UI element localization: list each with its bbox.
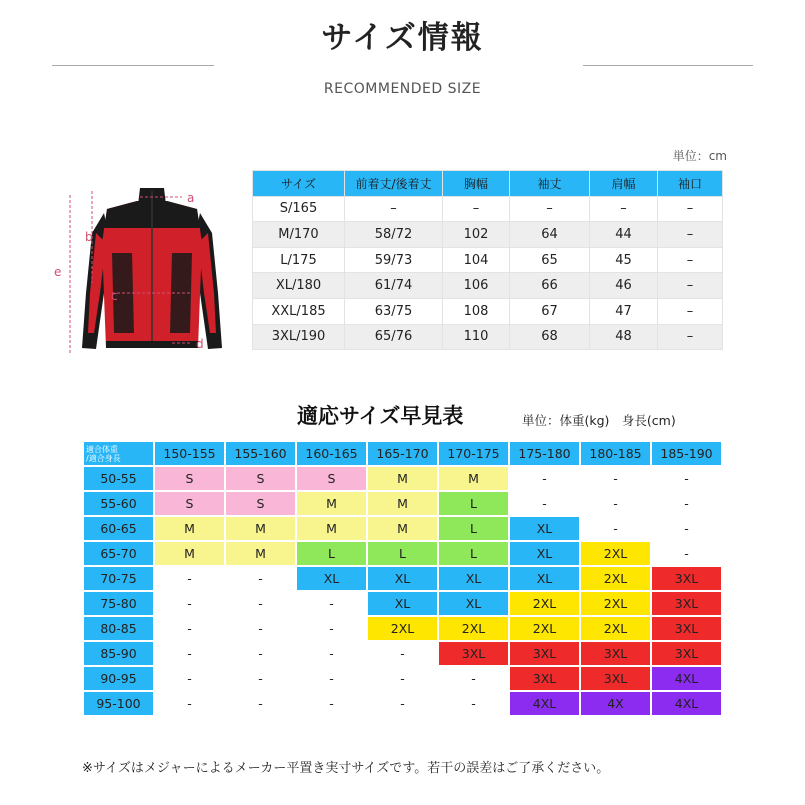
quick-chart-height-header: 170-175 xyxy=(439,442,508,465)
quick-chart-height-header: 160-165 xyxy=(297,442,366,465)
figure-label-a: a xyxy=(187,191,195,205)
size-table-cell: 58/72 xyxy=(345,222,443,248)
size-table-cell: – xyxy=(590,196,658,222)
quick-chart-size-cell: - xyxy=(297,692,366,715)
quick-chart-size-cell: - xyxy=(652,467,721,490)
quick-chart-size-cell: - xyxy=(652,542,721,565)
size-table-size-cell: S/165 xyxy=(253,196,345,222)
size-table-cell: 59/73 xyxy=(345,247,443,273)
page-title: サイズ情報 xyxy=(321,20,484,56)
size-table-size-cell: XXL/185 xyxy=(253,298,345,324)
quick-chart-size-cell: - xyxy=(297,667,366,690)
quick-chart-row xyxy=(84,642,721,665)
quick-chart-size-cell: M xyxy=(368,467,437,490)
quick-chart-size-cell: S xyxy=(155,467,224,490)
quick-chart-size-cell: 3XL xyxy=(581,642,650,665)
quick-chart-size-cell: - xyxy=(226,692,295,715)
quick-chart-size-cell: - xyxy=(510,492,579,515)
quick-chart-size-cell: 3XL xyxy=(652,592,721,615)
size-table-cell: 67 xyxy=(510,298,590,324)
size-table-cell: – xyxy=(658,247,723,273)
quick-chart-size-cell: M xyxy=(226,517,295,540)
title-divider-left xyxy=(52,65,214,66)
quick-chart-size-cell: - xyxy=(581,492,650,515)
quick-chart-weight-header: 55-60 xyxy=(84,492,153,515)
quick-chart-size-cell: - xyxy=(581,467,650,490)
size-table-header-row xyxy=(253,171,723,197)
quick-chart-corner xyxy=(84,442,153,465)
quick-chart-size-cell: XL xyxy=(510,542,579,565)
quick-chart-size-cell: - xyxy=(297,592,366,615)
quick-chart-size-cell: M xyxy=(226,542,295,565)
quick-chart-size-cell: - xyxy=(368,642,437,665)
quick-chart-size-cell: L xyxy=(439,492,508,515)
quick-chart-header-row xyxy=(84,442,721,465)
quick-chart-size-cell: 3XL xyxy=(510,642,579,665)
page-subtitle: RECOMMENDED SIZE xyxy=(323,81,482,97)
size-table-row xyxy=(253,273,723,299)
quick-chart-size-cell: - xyxy=(226,592,295,615)
quick-size-chart xyxy=(82,440,723,717)
size-table-cell: 45 xyxy=(590,247,658,273)
size-table-cell: 65/76 xyxy=(345,324,443,350)
size-table-size-cell: 3XL/190 xyxy=(253,324,345,350)
quick-chart-weight-header: 65-70 xyxy=(84,542,153,565)
size-table-row xyxy=(253,298,723,324)
size-table-header: 前着丈/後着丈 xyxy=(345,171,443,197)
title-divider-right xyxy=(583,65,753,66)
quick-chart-weight-header: 60-65 xyxy=(84,517,153,540)
size-table-cell: 61/74 xyxy=(345,273,443,299)
quick-chart-size-cell: - xyxy=(439,667,508,690)
quick-chart-size-cell: - xyxy=(581,517,650,540)
quick-chart-row xyxy=(84,542,721,565)
quick-chart-size-cell: XL xyxy=(368,592,437,615)
quick-chart-size-cell: - xyxy=(155,592,224,615)
quick-chart-size-cell: M xyxy=(155,542,224,565)
size-table-cell: 68 xyxy=(510,324,590,350)
quick-chart-size-cell: 2XL xyxy=(581,617,650,640)
quick-chart-size-cell: S xyxy=(155,492,224,515)
size-table-cell: 63/75 xyxy=(345,298,443,324)
quick-chart-size-cell: - xyxy=(652,492,721,515)
size-table-cell: – xyxy=(658,273,723,299)
quick-chart-size-cell: - xyxy=(510,467,579,490)
quick-chart-size-cell: XL xyxy=(510,567,579,590)
quick-chart-size-cell: 3XL xyxy=(439,642,508,665)
quick-chart-size-cell: - xyxy=(439,692,508,715)
quick-chart-size-cell: - xyxy=(226,617,295,640)
quick-chart-row xyxy=(84,517,721,540)
quick-chart-size-cell: XL xyxy=(368,567,437,590)
size-table-size-cell: M/170 xyxy=(253,222,345,248)
size-table-cell: – xyxy=(345,196,443,222)
size-table-row xyxy=(253,247,723,273)
quick-chart-size-cell: XL xyxy=(439,567,508,590)
size-table-row xyxy=(253,196,723,222)
quick-chart-weight-header: 90-95 xyxy=(84,667,153,690)
size-table-cell: – xyxy=(443,196,510,222)
quick-chart-size-cell: 4XL xyxy=(652,692,721,715)
quick-chart-size-cell: - xyxy=(155,567,224,590)
quick-chart-size-cell: - xyxy=(155,642,224,665)
size-table-header: サイズ xyxy=(253,171,345,197)
quick-chart-size-cell: 4XL xyxy=(652,667,721,690)
quick-chart-size-cell: 2XL xyxy=(510,617,579,640)
quick-chart-size-cell: - xyxy=(226,642,295,665)
size-table-header: 胸幅 xyxy=(443,171,510,197)
quick-chart-size-cell: 2XL xyxy=(581,592,650,615)
quick-chart-weight-header: 70-75 xyxy=(84,567,153,590)
quick-chart-size-cell: L xyxy=(439,517,508,540)
quick-chart-size-cell: M xyxy=(368,517,437,540)
quick-chart-unit: 単位：体重(kg) 身長(cm) xyxy=(522,413,676,428)
size-table-row xyxy=(253,324,723,350)
quick-chart-size-cell: S xyxy=(226,492,295,515)
quick-chart-weight-header: 95-100 xyxy=(84,692,153,715)
quick-chart-row xyxy=(84,592,721,615)
size-table-cell: 110 xyxy=(443,324,510,350)
quick-chart-weight-header: 80-85 xyxy=(84,617,153,640)
quick-chart-height-header: 150-155 xyxy=(155,442,224,465)
quick-chart-size-cell: 4XL xyxy=(510,692,579,715)
quick-chart-size-cell: 2XL xyxy=(439,617,508,640)
quick-chart-row xyxy=(84,467,721,490)
quick-chart-size-cell: 2XL xyxy=(581,542,650,565)
size-table-cell: 47 xyxy=(590,298,658,324)
size-table-cell: 64 xyxy=(510,222,590,248)
quick-chart-size-cell: S xyxy=(226,467,295,490)
quick-chart-size-cell: - xyxy=(226,567,295,590)
quick-chart-size-cell: - xyxy=(155,692,224,715)
size-table-cell: 104 xyxy=(443,247,510,273)
quick-chart-size-cell: M xyxy=(297,517,366,540)
quick-chart-size-cell: 2XL xyxy=(368,617,437,640)
quick-chart-size-cell: M xyxy=(297,492,366,515)
size-unit-label: 単位：cm xyxy=(672,149,727,163)
size-table-cell: 102 xyxy=(443,222,510,248)
size-table-cell: – xyxy=(658,298,723,324)
quick-chart-row xyxy=(84,492,721,515)
quick-chart-row xyxy=(84,692,721,715)
quick-chart-row xyxy=(84,617,721,640)
size-table-cell: 106 xyxy=(443,273,510,299)
size-table xyxy=(252,170,723,350)
quick-chart-row xyxy=(84,667,721,690)
quick-chart-size-cell: - xyxy=(368,692,437,715)
size-table-header: 肩幅 xyxy=(590,171,658,197)
figure-label-b: b xyxy=(85,230,93,244)
quick-chart-height-header: 165-170 xyxy=(368,442,437,465)
size-table-cell: – xyxy=(658,222,723,248)
quick-chart-size-cell: - xyxy=(652,517,721,540)
size-table-size-cell: L/175 xyxy=(253,247,345,273)
size-table-header: 袖口 xyxy=(658,171,723,197)
quick-chart-size-cell: XL xyxy=(297,567,366,590)
quick-chart-size-cell: - xyxy=(297,642,366,665)
size-table-cell: 65 xyxy=(510,247,590,273)
quick-chart-weight-header: 85-90 xyxy=(84,642,153,665)
corner-height-label: /適合身長 xyxy=(86,453,121,463)
quick-chart-size-cell: S xyxy=(297,467,366,490)
size-table-cell: – xyxy=(658,196,723,222)
quick-chart-size-cell: M xyxy=(439,467,508,490)
quick-chart-size-cell: 3XL xyxy=(652,567,721,590)
size-table-cell: – xyxy=(658,324,723,350)
quick-chart-size-cell: - xyxy=(368,667,437,690)
quick-chart-title: 適応サイズ早見表 xyxy=(297,404,464,428)
quick-chart-size-cell: - xyxy=(155,617,224,640)
quick-chart-size-cell: 4X xyxy=(581,692,650,715)
quick-chart-size-cell: M xyxy=(155,517,224,540)
figure-label-c: c xyxy=(111,289,118,303)
size-table-cell: 48 xyxy=(590,324,658,350)
quick-chart-height-header: 185-190 xyxy=(652,442,721,465)
size-table-cell: 66 xyxy=(510,273,590,299)
quick-chart-size-cell: XL xyxy=(510,517,579,540)
figure-label-d: d xyxy=(196,337,204,351)
size-table-header: 袖丈 xyxy=(510,171,590,197)
quick-chart-size-cell: 3XL xyxy=(581,667,650,690)
quick-chart-size-cell: 2XL xyxy=(510,592,579,615)
quick-chart-size-cell: M xyxy=(368,492,437,515)
quick-chart-row xyxy=(84,567,721,590)
quick-chart-size-cell: 3XL xyxy=(652,642,721,665)
corner-weight-label: 適合体重 xyxy=(86,444,118,454)
size-table-row xyxy=(253,222,723,248)
quick-chart-height-header: 180-185 xyxy=(581,442,650,465)
quick-chart-height-header: 155-160 xyxy=(226,442,295,465)
size-table-cell: 108 xyxy=(443,298,510,324)
quick-chart-size-cell: XL xyxy=(439,592,508,615)
quick-chart-size-cell: - xyxy=(155,667,224,690)
quick-chart-size-cell: L xyxy=(297,542,366,565)
quick-chart-size-cell: 3XL xyxy=(652,617,721,640)
size-table-cell: 44 xyxy=(590,222,658,248)
quick-chart-size-cell: 2XL xyxy=(581,567,650,590)
quick-chart-size-cell: L xyxy=(439,542,508,565)
quick-chart-size-cell: - xyxy=(297,617,366,640)
quick-chart-size-cell: - xyxy=(226,667,295,690)
figure-label-e: e xyxy=(54,265,62,279)
quick-chart-height-header: 175-180 xyxy=(510,442,579,465)
quick-chart-weight-header: 50-55 xyxy=(84,467,153,490)
size-table-cell: 46 xyxy=(590,273,658,299)
footnote: ※サイズはメジャーによるメーカー平置き実寸サイズです。若干の誤差はご了承ください。 xyxy=(82,761,610,776)
quick-chart-size-cell: 3XL xyxy=(510,667,579,690)
quick-chart-size-cell: L xyxy=(368,542,437,565)
jacket-measurement-figure xyxy=(52,183,242,358)
size-table-size-cell: XL/180 xyxy=(253,273,345,299)
quick-chart-weight-header: 75-80 xyxy=(84,592,153,615)
size-table-cell: – xyxy=(510,196,590,222)
